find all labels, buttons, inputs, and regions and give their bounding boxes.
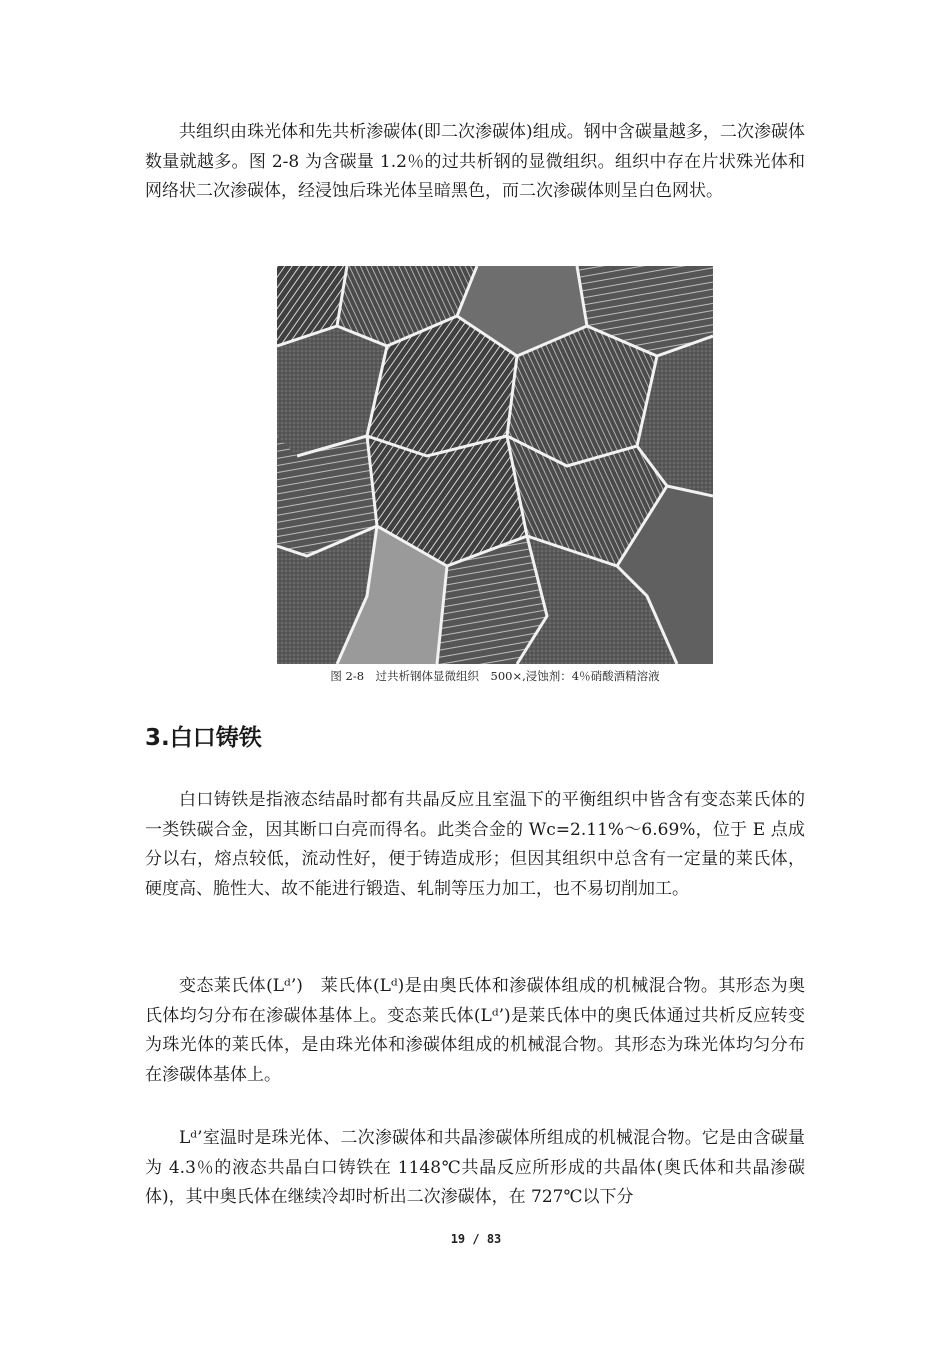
- micrograph-image: [277, 266, 713, 664]
- body-paragraph-3: Lᵈ’室温时是珠光体、二次渗碳体和共晶渗碳体所组成的机械混合物。它是由含碳量为 4.3％的液态共晶白口铸铁在 1148℃共晶反应所形成的共晶体(奥氏体和共晶渗碳体)，其中奥氏体在继续冷却时析出二次渗碳体，在 727℃以下分: [145, 1128, 805, 1207]
- body-paragraph-1: 白口铸铁是指液态结晶时都有共晶反应且室温下的平衡组织中皆含有变态莱氏体的一类铁碳合金，因其断口白亮而得名。此类合金的 Wc=2.11%～6.69%，位于 E 点成分以右，熔点较低，流动性好，便于铸造成形；但因其组织中总含有一定量的莱氏体，硬度高、脆性大、故不能进行锻造、轧制等压力加工，也不易切削加工。: [145, 790, 805, 899]
- intro-paragraph: 共组织由珠光体和先共析渗碳体(即二次渗碳体)组成。钢中含碳量越多，二次渗碳体数量就越多。图 2-8 为含碳量 1.2％的过共析钢的显微组织。组织中存在片状殊光体和网络状二次渗碳体，经浸蚀后珠光体呈暗黑色，而二次渗碳体则呈白色网状。: [145, 122, 805, 201]
- figure-caption: 图 2-8 过共析钢体显微组织 500×,浸蚀剂：4％硝酸酒精溶液: [330, 669, 660, 683]
- page-number: 19 / 83: [450, 1232, 502, 1246]
- body-paragraph-2: 变态莱氏体(Lᵈ’) 莱氏体(Lᵈ)是由奥氏体和渗碳体组成的机械混合物。其形态为奥氏体均匀分布在渗碳体基体上。变态莱氏体(Lᵈ’)是莱氏体中的奥氏体通过共析反应转变为珠光体的莱氏体，是由珠光体和渗碳体组成的机械混合物。其形态为珠光体均匀分布在渗碳体基体上。: [145, 976, 805, 1085]
- section-heading: 3.白口铸铁: [145, 725, 262, 751]
